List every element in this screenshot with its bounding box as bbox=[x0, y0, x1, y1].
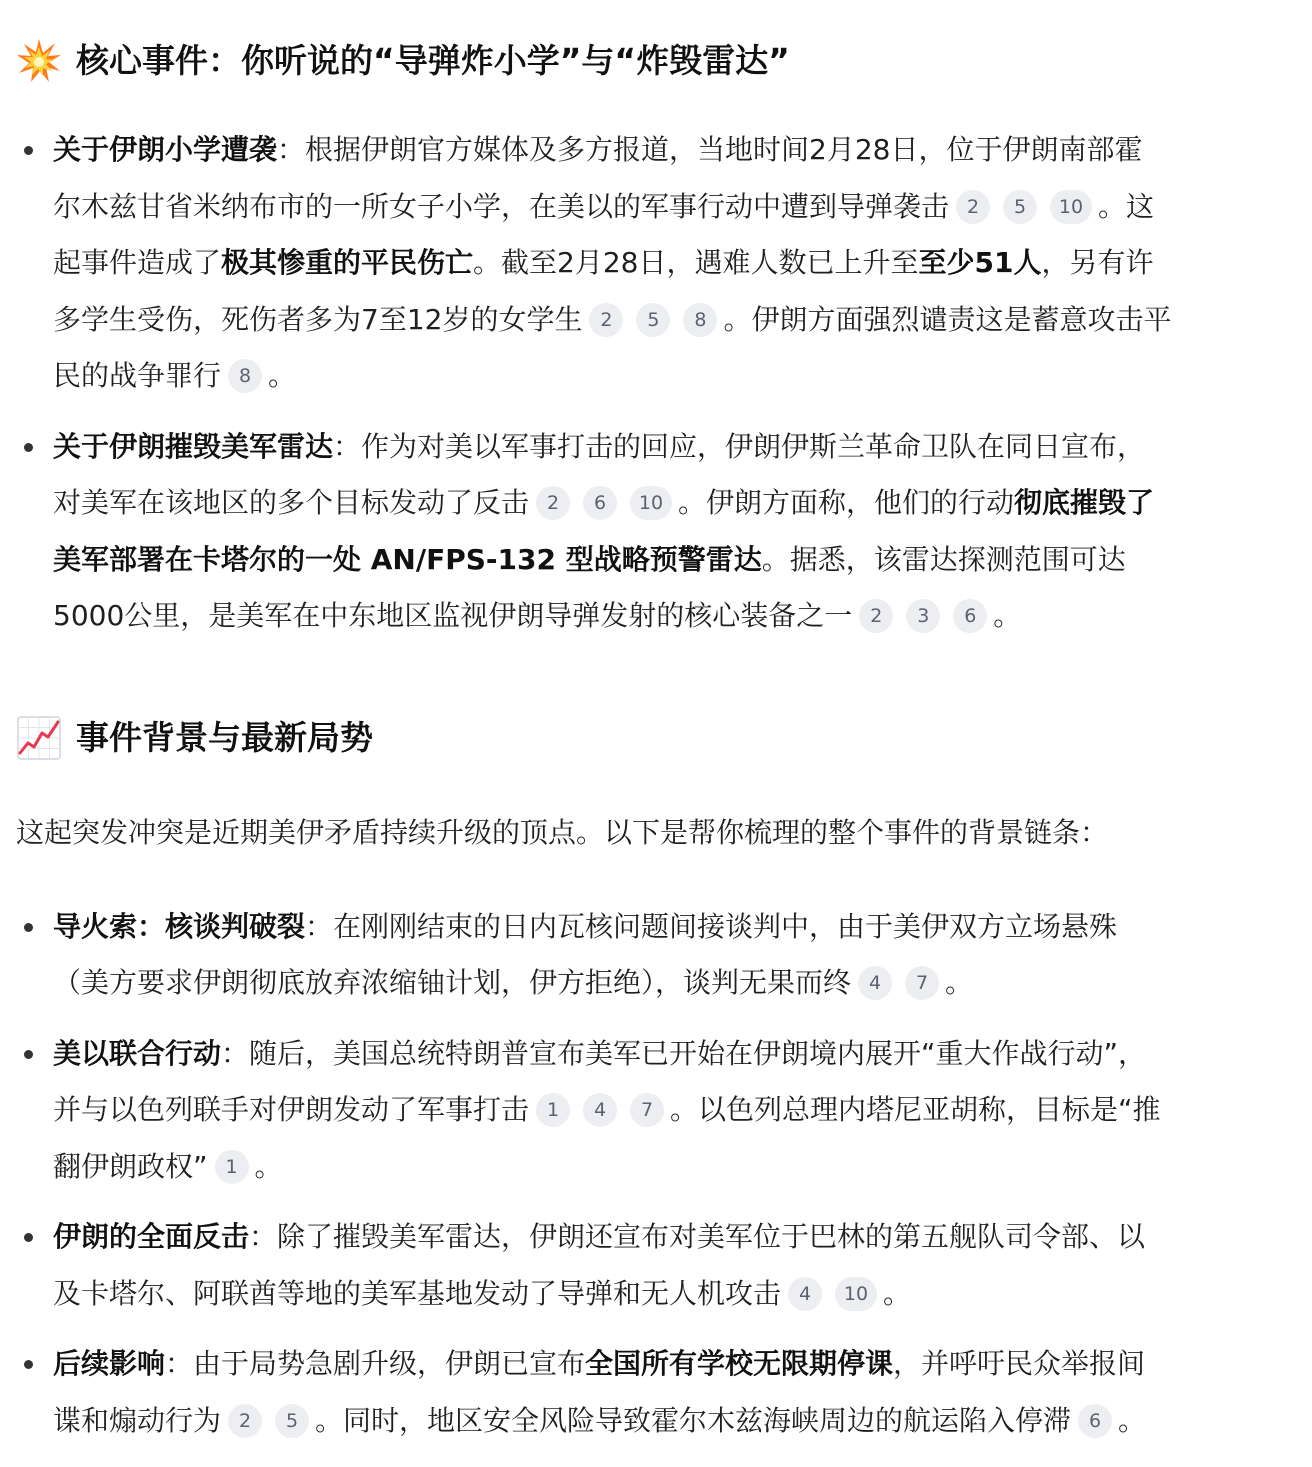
text-line bbox=[53, 1082, 1306, 1139]
bold-text: 导火索：核谈判破裂 bbox=[53, 909, 306, 943]
body-text: 。 bbox=[1118, 1403, 1147, 1437]
bold-text: 彻底摧毁了 bbox=[1014, 486, 1155, 519]
body-text: 。 bbox=[993, 599, 1022, 632]
bullet-dot bbox=[24, 146, 33, 155]
citation-badge[interactable]: 2 bbox=[228, 1404, 262, 1438]
bold-text: 关于伊朗小学遭袭 bbox=[53, 133, 278, 166]
list-item bbox=[16, 419, 1306, 645]
intro-paragraph: 这起突发冲突是近期美伊矛盾持续升级的顶点。以下是帮你梳理的整个事件的背景链条： bbox=[16, 815, 1109, 849]
bullet-dot bbox=[24, 1360, 33, 1369]
text-line bbox=[53, 475, 1306, 532]
text-line bbox=[53, 532, 1306, 589]
body-text: 。 bbox=[883, 1276, 912, 1310]
bold-text: 全国所有学校无限期停课 bbox=[585, 1347, 894, 1380]
bold-text: 美以联合行动 bbox=[53, 1036, 222, 1070]
body-text: 翻伊朗政权” bbox=[53, 1149, 208, 1183]
list-item bbox=[16, 1336, 1306, 1449]
body-text: 。 bbox=[268, 359, 297, 392]
citation-badge[interactable]: 5 bbox=[636, 303, 670, 337]
bold-text: 伊朗的全面反击 bbox=[53, 1220, 250, 1253]
section-title: 事件背景与最新局势 bbox=[76, 717, 373, 757]
text-line bbox=[53, 1336, 1306, 1393]
body-text: 起事件造成了 bbox=[53, 246, 222, 279]
text-line bbox=[53, 348, 1306, 405]
citation-badge[interactable]: 10 bbox=[835, 1277, 877, 1311]
core-event-list bbox=[16, 122, 1312, 645]
text-line bbox=[53, 122, 1306, 179]
text-line bbox=[53, 899, 1306, 956]
list-item bbox=[16, 122, 1306, 405]
body-text: ：由于局势急剧升级，伊朗已宣布 bbox=[165, 1347, 586, 1380]
body-text: 谍和煽动行为 bbox=[53, 1403, 222, 1437]
citation-badge[interactable]: 2 bbox=[859, 599, 893, 633]
citation-badge[interactable]: 7 bbox=[905, 966, 939, 1000]
citation-badge[interactable]: 1 bbox=[536, 1093, 570, 1127]
section-heading-core-event bbox=[16, 30, 1312, 92]
bold-text: 至少51人 bbox=[918, 246, 1042, 279]
citation-badge[interactable]: 2 bbox=[536, 486, 570, 520]
bullet-dot bbox=[24, 1050, 33, 1059]
citation-badge[interactable]: 6 bbox=[583, 486, 617, 520]
list-item bbox=[16, 1209, 1306, 1322]
body-text: （美方要求伊朗彻底放弃浓缩铀计划，伊方拒绝），谈判无果而终 bbox=[53, 966, 852, 999]
citation-badge[interactable]: 8 bbox=[683, 303, 717, 337]
text-line bbox=[53, 1209, 1306, 1266]
citation-badge[interactable]: 5 bbox=[275, 1404, 309, 1438]
body-text: ：作为对美以军事打击的回应，伊朗伊斯兰革命卫队在同日宣布， bbox=[333, 429, 1146, 463]
text-line bbox=[53, 1139, 1306, 1196]
background-list bbox=[16, 899, 1312, 1450]
body-text: ：根据伊朗官方媒体及多方报道，当地时间2月28日，位于伊朗南部霍 bbox=[277, 133, 1143, 166]
text-line bbox=[53, 1026, 1306, 1083]
section-heading-background bbox=[16, 707, 1312, 769]
bold-text: 关于伊朗摧毁美军雷达 bbox=[53, 429, 334, 463]
citation-badge[interactable]: 1 bbox=[215, 1150, 249, 1184]
citation-badge[interactable]: 2 bbox=[956, 190, 990, 224]
citation-badge[interactable]: 6 bbox=[953, 599, 987, 633]
body-text: 。 bbox=[254, 1149, 283, 1183]
body-text: 5000公里，是美军在中东地区监视伊朗导弹发射的核心装备之一 bbox=[53, 599, 853, 632]
citation-badge[interactable]: 4 bbox=[583, 1093, 617, 1127]
body-text: 。伊朗方面称，他们的行动 bbox=[678, 486, 1015, 519]
citation-badge[interactable]: 8 bbox=[228, 359, 262, 393]
text-line bbox=[53, 955, 1306, 1012]
body-text: 。同时，地区安全风险导致霍尔木兹海峡周边的航运陷入停滞 bbox=[315, 1403, 1072, 1437]
collision-emoji-icon bbox=[16, 38, 62, 84]
citation-badge[interactable]: 4 bbox=[858, 966, 892, 1000]
text-line bbox=[53, 1393, 1306, 1450]
body-text: 并与以色列联手对伊朗发动了军事打击 bbox=[53, 1093, 530, 1126]
list-item bbox=[16, 899, 1306, 1012]
body-text: 多学生受伤，死伤者多为7至12岁的女学生 bbox=[53, 302, 583, 336]
text-line bbox=[53, 179, 1306, 236]
body-text: 。据悉，该雷达探测范围可达 bbox=[761, 542, 1126, 576]
bold-text: 极其惨重的平民伤亡 bbox=[221, 246, 474, 279]
body-text: 。这 bbox=[1098, 189, 1155, 223]
citation-badge[interactable]: 3 bbox=[906, 599, 940, 633]
text-line bbox=[53, 292, 1306, 349]
bold-text: 后续影响 bbox=[53, 1347, 166, 1380]
section-core-event bbox=[16, 30, 1312, 645]
citation-badge[interactable]: 10 bbox=[630, 486, 672, 520]
citation-badge[interactable]: 10 bbox=[1050, 190, 1092, 224]
list-item bbox=[16, 1026, 1306, 1196]
body-text: ：在刚刚结束的日内瓦核问题间接谈判中，由于美伊双方立场悬殊 bbox=[305, 909, 1118, 943]
section-title: 核心事件：你听说的“导弹炸小学”与“炸毁雷达” bbox=[76, 41, 790, 80]
bullet-dot bbox=[24, 443, 33, 452]
body-text: ，另有许 bbox=[1041, 246, 1154, 279]
section-background bbox=[16, 707, 1312, 1450]
text-line bbox=[53, 235, 1306, 292]
body-text: ，并呼吁民众举报间 bbox=[893, 1347, 1146, 1380]
body-text: ：除了摧毁美军雷达，伊朗还宣布对美军位于巴林的第五舰队司令部、以 bbox=[249, 1220, 1146, 1253]
body-text: 尔木兹甘省米纳布市的一所女子小学，在美以的军事行动中遭到导弹袭击 bbox=[53, 189, 950, 223]
body-text: 对美军在该地区的多个目标发动了反击 bbox=[53, 486, 530, 519]
body-text: 民的战争罪行 bbox=[53, 359, 222, 392]
citation-badge[interactable]: 6 bbox=[1078, 1404, 1112, 1438]
text-line bbox=[53, 1266, 1306, 1323]
body-text: 。截至2月28日，遇难人数已上升至 bbox=[473, 246, 919, 279]
text-line bbox=[53, 588, 1306, 645]
citation-badge[interactable]: 4 bbox=[788, 1277, 822, 1311]
bullet-dot bbox=[24, 923, 33, 932]
bold-text: 美军部署在卡塔尔的一处 AN/FPS-132 型战略预警雷达 bbox=[53, 542, 762, 576]
chart-increasing-emoji-icon bbox=[16, 715, 62, 761]
citation-badge[interactable]: 5 bbox=[1003, 190, 1037, 224]
citation-badge[interactable]: 7 bbox=[630, 1093, 664, 1127]
text-line bbox=[53, 419, 1306, 476]
body-text: 。 bbox=[945, 966, 974, 999]
body-text: 及卡塔尔、阿联酋等地的美军基地发动了导弹和无人机攻击 bbox=[53, 1276, 782, 1310]
body-text: 。伊朗方面强烈谴责这是蓄意攻击平 bbox=[723, 302, 1172, 336]
body-text: 。以色列总理内塔尼亚胡称，目标是“推 bbox=[670, 1093, 1161, 1126]
body-text: ：随后，美国总统特朗普宣布美军已开始在伊朗境内展开“重大作战行动”， bbox=[221, 1036, 1147, 1070]
bullet-dot bbox=[24, 1233, 33, 1242]
citation-badge[interactable]: 2 bbox=[589, 303, 623, 337]
